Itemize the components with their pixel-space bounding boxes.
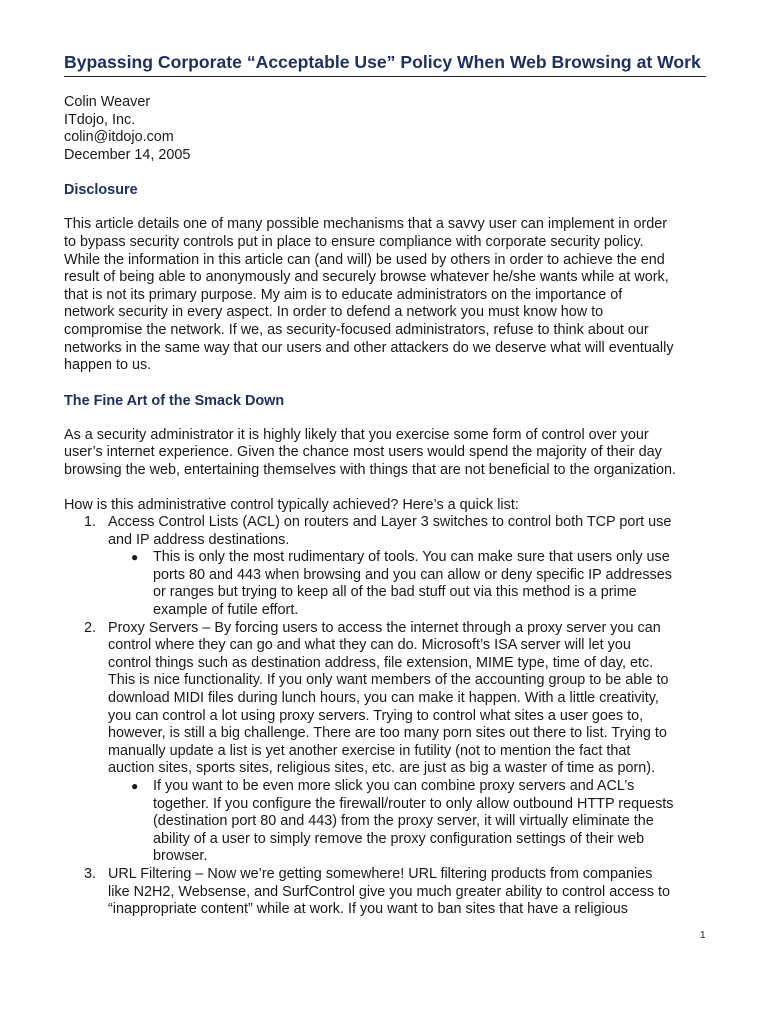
sub-bullet-item <box>108 778 706 866</box>
disclosure-line: While the information in this article can (and will) be used by others in order to achieve the end <box>64 251 665 268</box>
sub-bullet-item <box>108 549 706 619</box>
list-item-line: Access Control Lists (ACL) on routers and Layer 3 switches to control both TCP port use <box>108 514 672 531</box>
control-methods-list <box>64 514 706 919</box>
list-item-line: however, is still a big challenge. There are too many porn sites out there to list. Trying to <box>108 725 667 742</box>
disclosure-line: that is not its primary purpose. My aim is to educate administrators on the importance of <box>64 286 623 303</box>
list-item <box>64 620 706 866</box>
bullet-icon: ● <box>131 550 139 565</box>
list-item-line: auction sites, sports sites, religious sites, etc. are just as big a waster of time as porn). <box>108 760 656 777</box>
list-number: 3. <box>84 865 97 882</box>
author-name: Colin Weaver <box>64 94 151 110</box>
list-number: 1. <box>84 514 97 531</box>
list-item-line: “inappropriate content” while at work. If you want to ban sites that have a religious <box>108 901 628 918</box>
list-item-line: manually update a list is yet another exercise in futility (not to mention the fact that <box>108 742 631 759</box>
bullet-line: If you want to be even more slick you can combine proxy servers and ACL’s <box>153 778 635 794</box>
list-item-line: URL Filtering – Now we’re getting somewhere! URL filtering products from companies <box>108 865 653 882</box>
list-intro <box>64 497 706 515</box>
list-item <box>64 514 706 620</box>
smackdown-line: As a security administrator it is highly likely that you exercise some form of control over your <box>64 426 649 443</box>
article-date: December 14, 2005 <box>64 146 191 163</box>
disclosure-line: to bypass security controls put in place to ensure compliance with corporate security policy. <box>64 233 644 250</box>
bullet-line: browser. <box>153 848 208 865</box>
disclosure-paragraph <box>64 216 706 374</box>
disclosure-line: This article details one of many possible mechanisms that a savvy user can implement in order <box>64 216 668 233</box>
smackdown-line: browsing the web, entertaining themselves with things that are not beneficial to the organization. <box>64 461 676 478</box>
bullet-line: example of futile effort. <box>153 602 299 619</box>
disclosure-line: happen to us. <box>64 357 152 374</box>
list-item-line: control where they can go and what they can do. Microsoft’s ISA server will let you <box>108 637 631 654</box>
bullet-line: ports 80 and 443 when browsing and you can allow or deny specific IP addresses <box>153 566 672 583</box>
author-email: colin@itdojo.com <box>64 129 174 146</box>
list-item-line: Proxy Servers – By forcing users to access the internet through a proxy server you can <box>108 619 661 636</box>
smackdown-heading: The Fine Art of the Smack Down <box>64 392 285 409</box>
disclosure-heading: Disclosure <box>64 182 138 199</box>
author-company: ITdojo, Inc. <box>64 111 136 128</box>
bullet-icon: ● <box>131 779 139 793</box>
bullet-line: ability of a user to simply remove the proxy configuration settings of their web <box>153 830 645 847</box>
disclosure-line: compromise the network. If we, as security-focused administrators, refuse to think about our <box>64 321 649 338</box>
smackdown-line: user’s internet experience. Given the chance most users would spend the majority of their day <box>64 444 662 461</box>
bullet-line: or ranges but trying to keep all of the bad stuff out via this method is a prime <box>153 584 637 601</box>
list-item-line: This is nice functionality. If you only want members of the accounting group to be able to <box>108 672 669 689</box>
list-number: 2. <box>84 619 97 636</box>
document-page <box>64 50 706 919</box>
list-item-line: control things such as destination address, file extension, MIME type, time of day, etc. <box>108 654 654 671</box>
list-item-line: and IP address destinations. <box>108 531 290 548</box>
sub-bullet-list <box>108 549 706 619</box>
list-item <box>64 866 706 919</box>
bullet-line: together. If you configure the firewall/router to only allow outbound HTTP requests <box>153 795 674 812</box>
disclosure-line: network security in every aspect. In order to defend a network you must know how to <box>64 304 604 321</box>
article-title: Bypassing Corporate “Acceptable Use” Policy When Web Browsing at Work <box>64 50 706 77</box>
list-item-line: like N2H2, Websense, and SurfControl give you much greater ability to control access to <box>108 883 671 900</box>
smackdown-paragraph <box>64 427 706 480</box>
list-intro-text: How is this administrative control typically achieved? Here’s a quick list: <box>64 496 519 513</box>
author-block <box>64 94 706 164</box>
bullet-line: This is only the most rudimentary of tools. You can make sure that users only use <box>153 549 670 566</box>
bullet-line: (destination port 80 and 443) from the proxy server, it will virtually eliminate the <box>153 813 654 830</box>
list-item-line: download MIDI files during lunch hours, you can make it happen. With a little creativity, <box>108 690 659 707</box>
page-number: 1 <box>700 930 706 941</box>
disclosure-line: networks in the same way that our users and other attackers do we deserve what will eventually <box>64 339 674 356</box>
list-item-line: you can control a lot using proxy servers. Trying to control what sites a user goes to, <box>108 707 644 724</box>
disclosure-line: result of being able to anonymously and securely browse whatever he/she wants while at work, <box>64 269 669 286</box>
sub-bullet-list <box>108 778 706 866</box>
